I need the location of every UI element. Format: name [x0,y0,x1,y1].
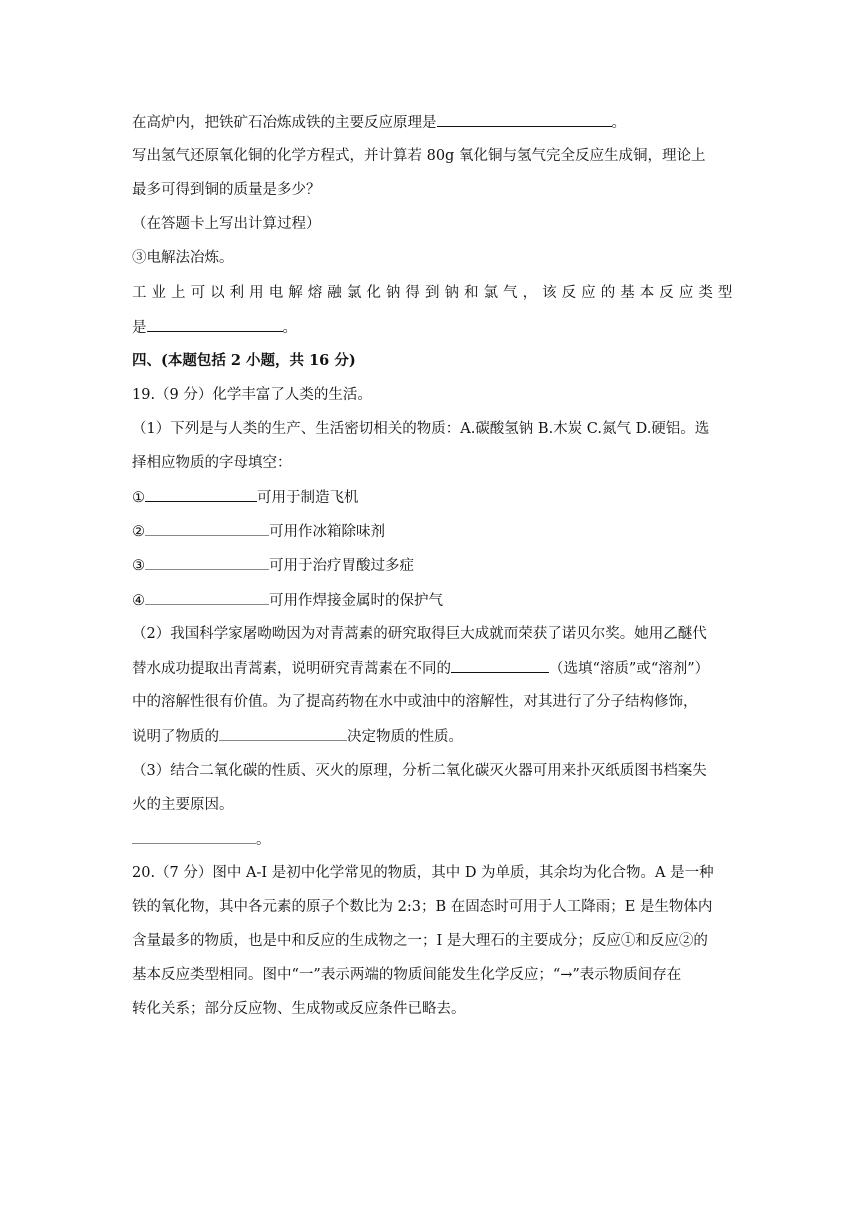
question-line: 工业上可以利用电解熔融氯化钠得到钠和氯气，该反应的基本反应类型 [132,285,733,301]
question-line: 20.（7 分）图中 A-I 是初中化学常见的物质，其中 D 为单质，其余均为化合物。A 是一种 [132,865,714,881]
question-line: 中的溶解性很有价值。为了提高药物在水中或油中的溶解性，对其进行了分子结构修饰， [132,694,698,710]
question-line [132,726,733,746]
text: 说明了物质的 [132,729,219,745]
text: 替水成功提取出青蒿素，说明研究青蒿素在不同的 [132,661,451,677]
question-line [132,317,733,337]
answer-blank[interactable] [145,487,257,502]
fill-item-4 [132,590,733,610]
section-heading: 四、(本题包括 2 小题，共 16 分) [132,352,356,369]
text: 决定物质的性质。 [347,729,463,745]
text: 在高炉内，把铁矿石冶炼成铁的主要反应原理是 [132,115,437,131]
item-marker: ① [132,490,145,506]
answer-blank[interactable] [132,829,256,844]
text: 。 [256,832,271,848]
question-line: 最多可得到铜的质量是多少？ [132,182,321,198]
item-marker: ④ [132,593,145,609]
question-line: 铁的氧化物，其中各元素的原子个数比为 2:3；B 在固态时可用于人工降雨；E 是生物体内 [132,899,713,915]
fill-item-2 [132,521,733,541]
question-line: 火的主要原因。 [132,797,234,813]
answer-blank[interactable] [147,317,283,332]
item-text: 可用于制造飞机 [257,490,359,506]
text: 。 [282,320,297,336]
answer-line [132,829,733,849]
text: （选填“溶质”或“溶剂”） [549,661,710,677]
fill-item-1 [132,487,733,507]
answer-blank[interactable] [145,590,269,605]
question-line: 含量最多的物质，也是中和反应的生成物之一；I 是大理石的主要成分；反应①和反应②的 [132,933,708,949]
item-text: 可用作冰箱除味剂 [269,524,385,540]
question-heading: 19.（9 分）化学丰富了人类的生活。 [132,387,372,403]
answer-blank[interactable] [451,658,549,673]
answer-blank[interactable] [145,555,269,570]
question-line: ③电解法冶炼。 [132,250,234,266]
question-line: 写出氢气还原氧化铜的化学方程式，并计算若 80g 氧化铜与氢气完全反应生成铜，理论上 [132,148,706,164]
question-line [132,112,733,132]
question-line [132,658,733,678]
question-line: （1）下列是与人类的生产、生活密切相关的物质：A.碳酸氢钠 B.木炭 C.氮气 D.硬铝。选 [132,421,710,437]
question-line: 择相应物质的字母填空： [132,455,292,471]
item-text: 可用于治疗胃酸过多症 [269,558,414,574]
item-marker: ③ [132,558,145,574]
question-line: 转化关系；部分反应物、生成物或反应条件已略去。 [132,1001,466,1017]
instruction-line: （在答题卡上写出计算过程） [132,216,321,232]
text: 。 [611,115,626,131]
item-marker: ② [132,524,145,540]
question-line: （3）结合二氧化碳的性质、灭火的原理，分析二氧化碳灭火器可用来扑灭纸质图书档案失 [132,763,707,779]
fill-item-3 [132,555,733,575]
answer-blank[interactable] [145,521,269,536]
answer-blank[interactable] [437,112,612,127]
text: 是 [132,320,147,336]
question-line: （2）我国科学家屠呦呦因为对青蒿素的研究取得巨大成就而荣获了诺贝尔奖。她用乙醚代 [132,626,707,642]
item-text: 可用作焊接金属时的保护气 [269,593,443,609]
question-line: 基本反应类型相同。图中“一”表示两端的物质间能发生化学反应；“→”表示物质间存在 [132,967,682,983]
answer-blank[interactable] [219,726,347,741]
